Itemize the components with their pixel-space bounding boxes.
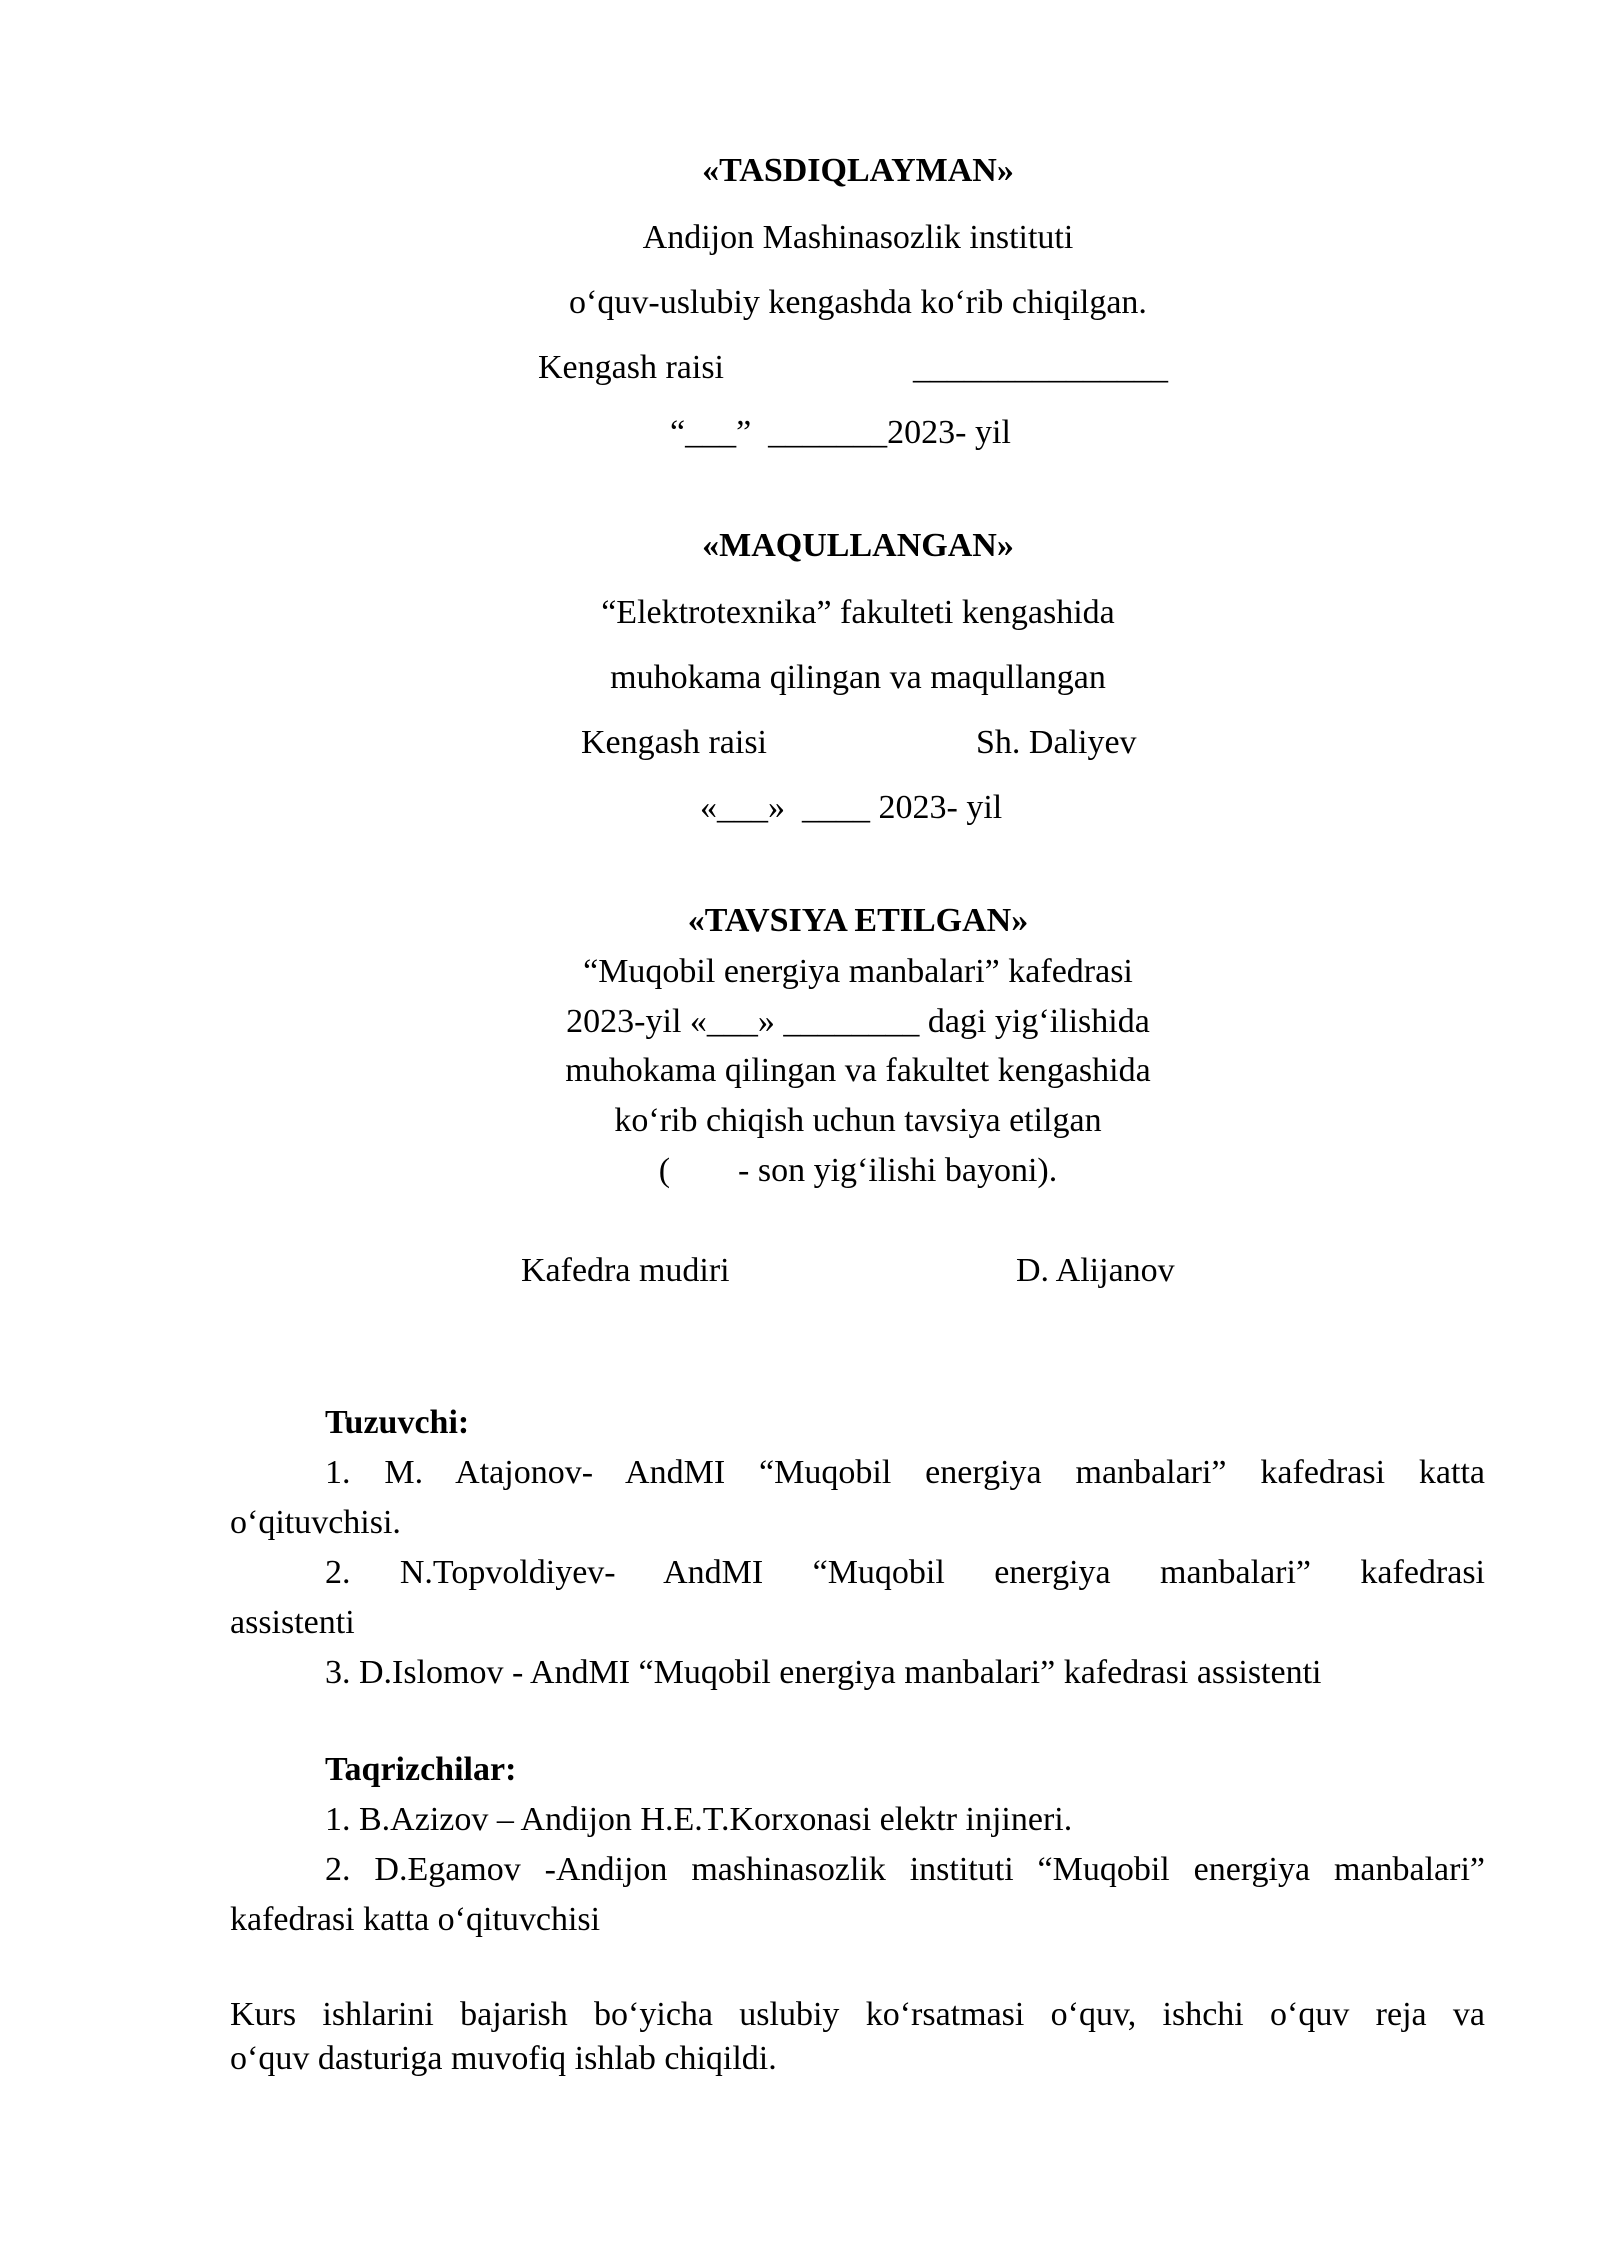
tuzuvchi-section [230,1398,1485,1698]
maqul-line1: “Elektrotexnika” fakulteti kengashida [601,594,1115,631]
tasdiq-sign-label: Kengash raisi [538,349,725,386]
tuzuvchi-item1-line2: o‘qituvchisi. [230,1504,401,1541]
tavsiya-sign-name: D. Alijanov [1016,1252,1175,1289]
footer-line2: o‘quv dasturiga muvofiq ishlab chiqildi. [230,2040,777,2077]
tuzuvchi-item1-line1: 1. M. Atajonov- AndMI “Muqobil energiya manbalari” kafedrasi katta [325,1454,1485,1491]
maqul-sign-label: Kengash raisi [581,724,768,761]
maqul-line2: muhokama qilingan va maqullangan [610,659,1106,696]
tuzuvchi-heading: Tuzuvchi: [325,1404,470,1441]
taqriz-heading: Taqrizchilar: [325,1751,517,1788]
taqriz-item2-line1: 2. D.Egamov -Andijon mashinasozlik instituti “Muqobil energiya manbalari” [325,1851,1485,1888]
tavsiya-line3: muhokama qilingan va fakultet kengashida [565,1052,1151,1089]
tavsiya-line4: ko‘rib chiqish uchun tavsiya etilgan [614,1102,1102,1139]
maqul-title: «MAQULLANGAN» [702,527,1014,564]
tavsiya-line1: “Muqobil energiya manbalari” kafedrasi [583,953,1133,990]
tavsiya-sign-label: Kafedra mudiri [521,1252,730,1289]
taqriz-section [230,1745,1485,1945]
tavsiya-title: «TAVSIYA ETILGAN» [687,902,1029,939]
footer-line1: Kurs ishlarini bajarish bo‘yicha uslubiy ko‘rsatmasi o‘quv, ishchi o‘quv reja va [230,1996,1485,2033]
tasdiq-line1: Andijon Mashinasozlik instituti [642,219,1074,256]
tasdiq-date: “___” _______2023- yil [670,414,1011,451]
maqul-date: «___» ____ 2023- yil [700,789,1003,826]
maqul-sign-name: Sh. Daliyev [976,724,1137,761]
tuzuvchi-item2-line1: 2. N.Topvoldiyev- AndMI “Muqobil energiya manbalari” kafedrasi [325,1554,1485,1591]
tavsiya-line2: 2023-yil «___» ________ dagi yig‘ilishida [566,1003,1150,1040]
footer-paragraph [230,1993,1485,2081]
tavsiya-line5: ( - son yig‘ilishi bayoni). [658,1152,1058,1189]
tuzuvchi-item3: 3. D.Islomov - AndMI “Muqobil energiya manbalari” kafedrasi assistenti [325,1654,1322,1691]
tasdiq-title: «TASDIQLAYMAN» [702,152,1014,189]
tasdiq-line2: o‘quv-uslubiy kengashda ko‘rib chiqilgan. [569,284,1147,321]
tuzuvchi-item2-line2: assistenti [230,1604,355,1641]
tasdiq-sign-blank: _______________ [913,349,1168,386]
taqriz-item2-line2: kafedrasi katta o‘qituvchisi [230,1901,601,1938]
taqriz-item1: 1. B.Azizov – Andijon H.E.T.Korxonasi elektr injineri. [325,1801,1073,1838]
